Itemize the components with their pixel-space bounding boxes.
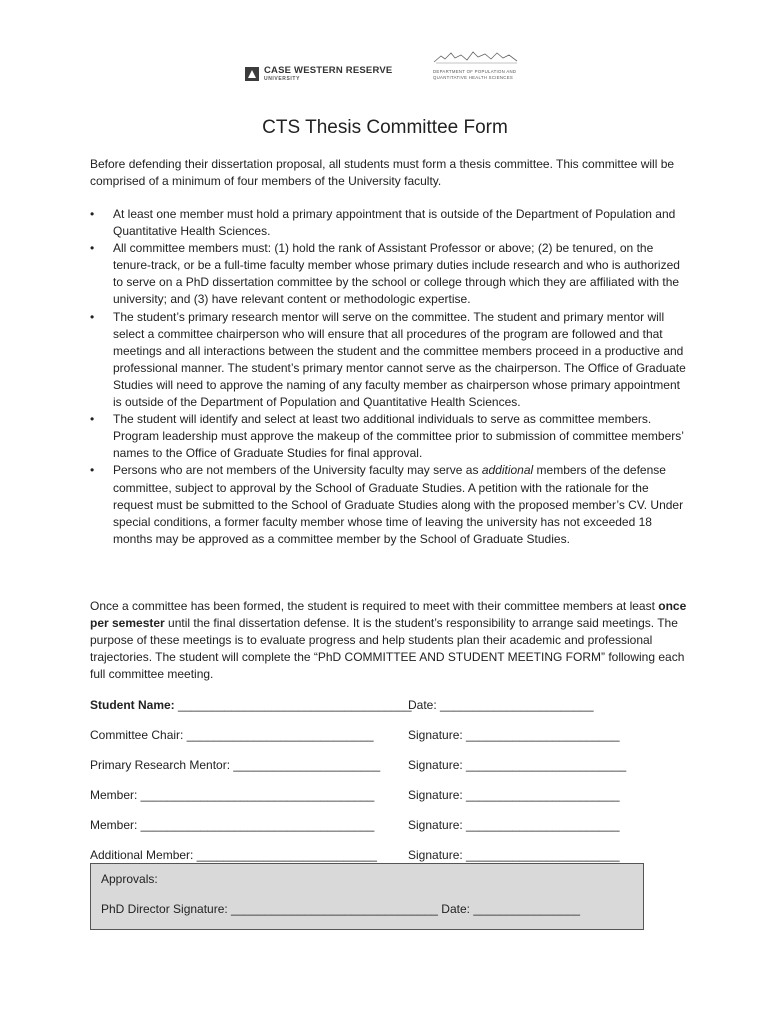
student-name-field[interactable]: ___________________________________: [174, 698, 412, 712]
member-field-2[interactable]: Member: ___________________________________: [90, 818, 375, 832]
approvals-box: [90, 863, 644, 930]
research-mentor-row: [90, 758, 627, 772]
intro-paragraph: Before defending their dissertation proposal, all students must form a thesis committee. This committee will be comprised of a minimum of four members of the University faculty.: [90, 157, 675, 189]
closing-before: Once a committee has been formed, the student is required to meet with their committee members at least: [90, 599, 659, 613]
dept-name-line1: DEPARTMENT OF POPULATION AND: [433, 69, 517, 74]
mentor-signature-field[interactable]: Signature: ________________________: [408, 758, 627, 772]
rule5-before: Persons who are not members of the University faculty may serve as: [113, 463, 482, 478]
logo-university-name: CASE WESTERN RESERVE: [264, 65, 393, 76]
department-logo: [433, 50, 523, 80]
rule-item: • All committee members must: (1) hold the rank of Assistant Professor or above; (2) be tenured, on the tenure-track, or be a full-time faculty member whose primary duties include research and who is authorized to serve on a PhD dissertation committee by the school or college through which they are affiliated with the university; and (3) have relevant content or methodologic expertise.: [90, 240, 690, 308]
rule5-italic: additional: [481, 463, 534, 478]
student-name-label: Student Name:: [90, 698, 175, 712]
additional-member-field[interactable]: Additional Member: ___________________________: [90, 848, 377, 862]
approvals-row: [101, 902, 580, 916]
rule-item: • The student will identify and select at least two additional individuals to serve as committee members. Program leadership must approve the makeup of the committee prior to submission of committee members’ names to the Office of Graduate Studies for final approval.: [90, 411, 690, 462]
member-signature-field-2[interactable]: Signature: _______________________: [408, 818, 620, 832]
closing-after: until the final dissertation defense. It is the student’s responsibility to arrange said meetings. The purpose of these meetings is to evaluate progress and help students plan their academic and professional trajectories. The student will complete the “PhD COMMITTEE AND STUDENT MEETING FORM” following each full committee meeting.: [90, 616, 685, 682]
rule-item: • At least one member must hold a primary appointment that is outside of the Department of Population and Quantitative Health Sciences.: [90, 206, 690, 240]
page-title: CTS Thesis Committee Form: [262, 117, 508, 138]
logo-university-sub: UNIVERSITY: [264, 76, 301, 82]
committee-rules-list: [90, 206, 690, 548]
member-row-1: [90, 788, 620, 802]
rule-item: [90, 462, 690, 547]
research-mentor-field[interactable]: Primary Research Mentor: ______________________: [90, 758, 381, 772]
additional-signature-field[interactable]: Signature: _______________________: [408, 848, 620, 862]
chair-signature-field[interactable]: Signature: _______________________: [408, 728, 620, 742]
approval-date-field[interactable]: Date: ________________: [441, 902, 581, 916]
approvals-title: Approvals:: [101, 872, 158, 886]
dept-name-line2: QUANTITATIVE HEALTH SCIENCES: [433, 74, 514, 80]
committee-chair-row: [90, 728, 620, 742]
closing-paragraph: [90, 598, 690, 683]
member-field-1[interactable]: Member: ___________________________________: [90, 788, 375, 802]
member-row-2: [90, 818, 620, 832]
cwru-logo: [245, 66, 392, 82]
skyline-icon: [433, 50, 519, 64]
rule-item: • The student’s primary research mentor will serve on the committee. The student and primary mentor will select a committee chairperson who will ensure that all procedures of the program are followed and that meetings and all interactions between the student and the committee members proceed in a productive and professional manner. The student’s primary mentor cannot serve as the chairperson. The Office of Graduate Studies will need to approve the naming of any faculty member as chairperson whose primary appointment is outside of the Department of Population and Quantitative Health Sciences.: [90, 309, 690, 412]
committee-chair-field[interactable]: Committee Chair: ____________________________: [90, 728, 374, 742]
additional-member-row: [90, 848, 620, 862]
date-field[interactable]: Date: _______________________: [408, 698, 594, 712]
student-name-row: [90, 698, 594, 712]
rule5-after: members of the defense committee, subject to approval by the School of Graduate Studies. A petition with the rationale for the request must be submitted to the School of Graduate Studies along with the proposed member’s CV. Under special conditions, a former faculty member whose time of leaving the university has not exceeded 18 months may be approved as a committee member by the School of Graduate Studies.: [113, 463, 684, 546]
cwru-shield-icon: [245, 67, 259, 81]
director-signature-field[interactable]: PhD Director Signature: _______________________________: [101, 902, 438, 916]
closing-bold: once per semester: [90, 599, 687, 631]
member-signature-field-1[interactable]: Signature: _______________________: [408, 788, 620, 802]
